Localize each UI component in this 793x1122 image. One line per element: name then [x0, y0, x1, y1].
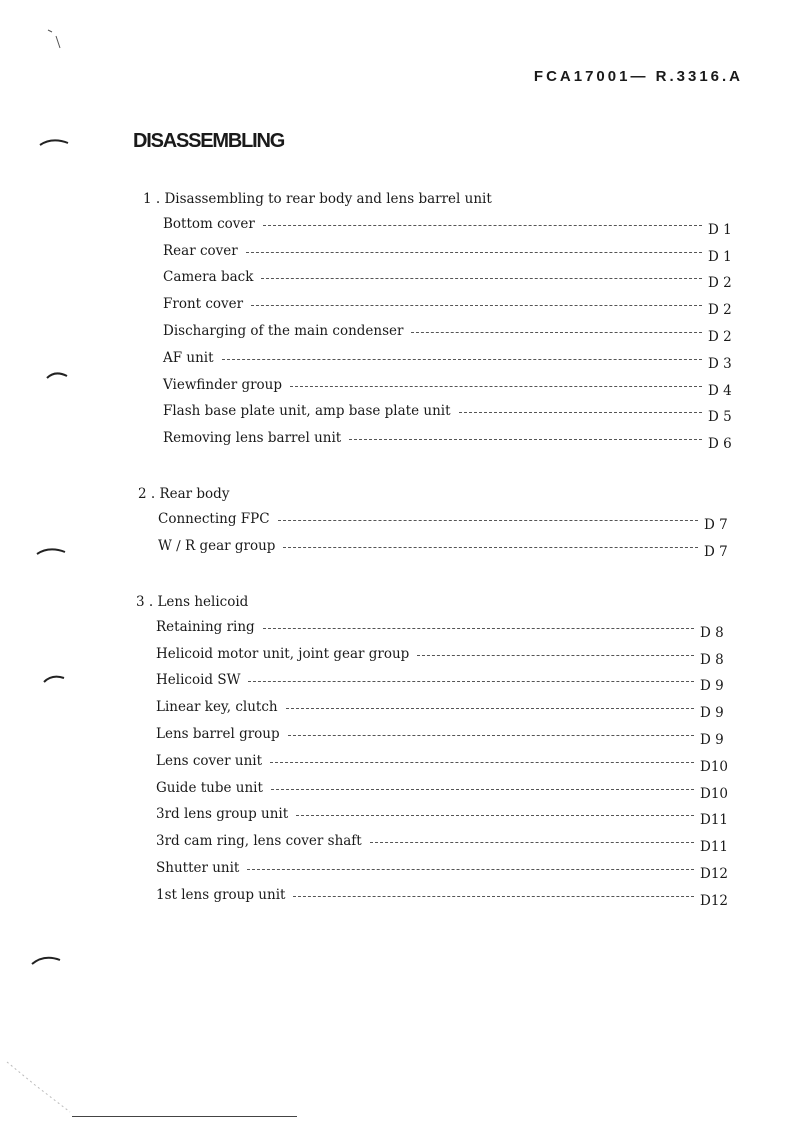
entry-label: Flash base plate unit, amp base plate unit	[163, 403, 451, 420]
entry-label: Retaining ring	[156, 618, 255, 635]
entry-label: Lens cover unit	[156, 752, 263, 769]
entry-label: W ∕ R gear group	[158, 537, 276, 554]
entry-label: Front cover	[163, 296, 244, 313]
entry-page: D 3	[708, 355, 732, 372]
entry-page: D10	[700, 758, 729, 775]
section-1	[143, 187, 738, 452]
dotted-leader	[247, 869, 694, 870]
entry-label: Viewfinder group	[163, 376, 283, 393]
entry-page: D10	[700, 785, 729, 802]
section-heading: 1 . Disassembling to rear body and lens barrel unit	[143, 191, 492, 207]
toc-entry	[136, 882, 730, 909]
entry-page: D 6	[708, 436, 732, 453]
toc-entry	[136, 855, 730, 882]
section-3	[136, 590, 730, 909]
toc-entry	[136, 614, 730, 641]
dotted-leader	[296, 815, 694, 816]
dotted-leader	[290, 386, 702, 387]
punch-mark	[42, 672, 66, 686]
toc-entry	[136, 694, 730, 721]
entry-page: D 1	[708, 221, 732, 238]
dotted-leader	[248, 681, 694, 682]
toc-entry	[138, 533, 734, 560]
dotted-leader	[283, 547, 698, 548]
entry-label: Connecting FPC	[158, 510, 270, 527]
entry-label: Removing lens barrel unit	[163, 430, 342, 447]
document-code: FCA17001— R.3316.A	[533, 68, 743, 85]
punch-mark	[35, 544, 67, 558]
page-title: DISASSEMBLING	[133, 130, 285, 152]
dotted-leader	[270, 762, 694, 763]
section-2	[138, 482, 734, 560]
entry-page: D 7	[704, 516, 728, 533]
punch-mark	[45, 368, 69, 382]
dotted-leader	[263, 628, 694, 629]
dotted-leader	[417, 655, 694, 656]
dotted-leader	[278, 520, 698, 521]
entry-label: Rear cover	[163, 242, 238, 259]
section-heading: 2 . Rear body	[138, 486, 230, 502]
toc-entry	[143, 372, 738, 399]
entry-page: D 8	[700, 651, 724, 668]
toc-entry	[143, 211, 738, 238]
entry-label: 1st lens group unit	[156, 886, 286, 903]
toc-entry	[143, 318, 738, 345]
dotted-leader	[293, 896, 694, 897]
entry-label: Lens barrel group	[156, 725, 280, 742]
entry-page: D 9	[700, 678, 724, 695]
entry-page: D 9	[700, 705, 724, 722]
entry-page: D 2	[708, 302, 732, 319]
toc-entry	[136, 668, 730, 695]
entry-label: Bottom cover	[163, 215, 255, 232]
entry-label: Guide tube unit	[156, 779, 263, 796]
toc-entry	[136, 802, 730, 829]
entry-page: D 4	[708, 382, 732, 399]
scan-speck	[5, 1060, 75, 1115]
dotted-leader	[246, 252, 702, 253]
punch-mark	[38, 135, 70, 149]
dotted-leader	[286, 708, 694, 709]
entry-label: Helicoid motor unit, joint gear group	[156, 645, 410, 662]
dotted-leader	[349, 439, 702, 440]
entry-page: D11	[700, 812, 729, 829]
entry-page: D12	[700, 865, 729, 882]
toc-entry	[136, 748, 730, 775]
toc-entry	[143, 291, 738, 318]
section-heading: 3 . Lens helicoid	[136, 594, 249, 610]
entry-page: D12	[700, 892, 729, 909]
entry-page: D 5	[708, 409, 732, 426]
dotted-leader	[288, 735, 694, 736]
punch-mark	[30, 952, 62, 966]
scan-speck	[46, 28, 66, 50]
entry-label: AF unit	[163, 349, 214, 366]
entry-page: D 2	[708, 328, 732, 345]
dotted-leader	[222, 359, 702, 360]
entry-page: D 9	[700, 731, 724, 748]
entry-page: D 2	[708, 275, 732, 292]
dotted-leader	[251, 305, 702, 306]
toc-entry	[136, 721, 730, 748]
dotted-leader	[271, 789, 694, 790]
toc-entry	[143, 345, 738, 372]
entry-page: D11	[700, 839, 729, 856]
entry-label: Discharging of the main condenser	[163, 322, 404, 339]
dotted-leader	[370, 842, 694, 843]
toc-entry	[143, 399, 738, 426]
entry-label: Linear key, clutch	[156, 699, 278, 716]
entry-label: Shutter unit	[156, 859, 240, 876]
toc-entry	[138, 506, 734, 533]
dotted-leader	[263, 225, 702, 226]
toc-entry	[136, 641, 730, 668]
bottom-scan-edge	[72, 1116, 297, 1117]
entry-page: D 7	[704, 543, 728, 560]
entry-label: Camera back	[163, 269, 254, 286]
entry-label: Helicoid SW	[156, 672, 241, 689]
toc-entry	[143, 425, 738, 452]
dotted-leader	[261, 278, 702, 279]
toc-entry	[143, 238, 738, 265]
toc-entry	[136, 828, 730, 855]
dotted-leader	[459, 412, 702, 413]
dotted-leader	[411, 332, 702, 333]
entry-page: D 8	[700, 624, 724, 641]
entry-label: 3rd cam ring, lens cover shaft	[156, 833, 362, 850]
toc-entry	[143, 265, 738, 292]
entry-label: 3rd lens group unit	[156, 806, 289, 823]
entry-page: D 1	[708, 248, 732, 265]
toc-entry	[136, 775, 730, 802]
